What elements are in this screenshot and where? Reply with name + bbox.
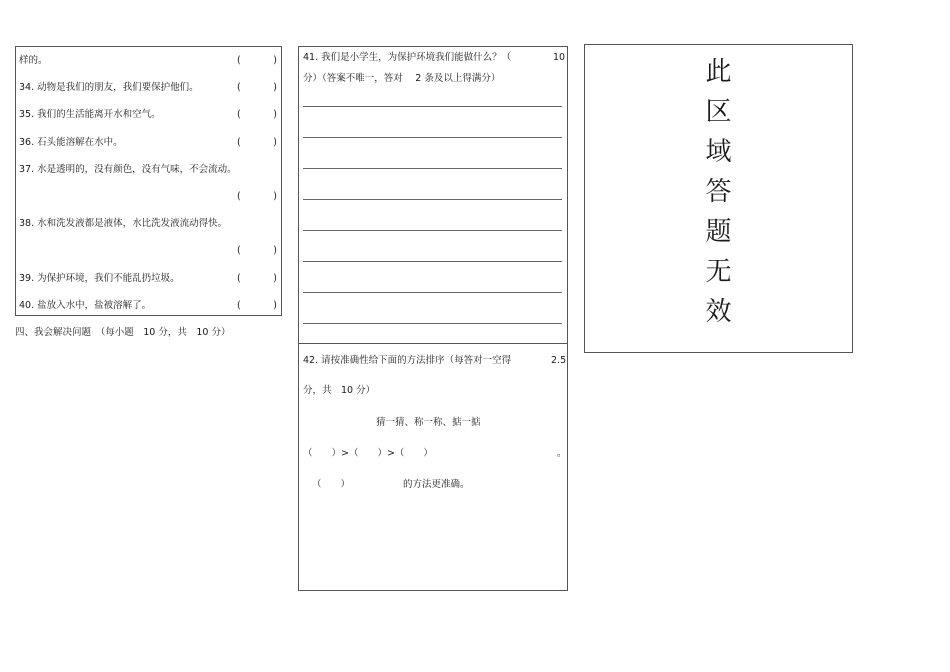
- q41-prompt: 41. 我们是小学生，为保护环境我们能做什么？（: [303, 52, 512, 63]
- paren-open: (: [237, 55, 241, 66]
- q41-points: 10: [553, 52, 566, 63]
- section-four-heading: 四、我会解决问题 （每小题 10 分，共 10 分）: [15, 327, 231, 338]
- q42-conclusion: 的方法更准确。: [403, 479, 470, 490]
- paren-close: ): [273, 273, 277, 284]
- invalid-area-char: 区: [705, 97, 732, 127]
- q41-scoring-note: 分）（答案不唯一，答对 2 条及以上得满分）: [303, 73, 501, 84]
- invalid-area-char: 此: [705, 57, 732, 87]
- paren-close: ): [273, 300, 277, 311]
- q41-answer-line[interactable]: [303, 137, 562, 138]
- paren-close: ): [273, 55, 277, 66]
- answer-column-divider: [298, 343, 568, 344]
- judgement-question-text: 39. 为保护环境，我们不能乱扔垃圾。: [19, 273, 180, 284]
- judgement-question-text: 34. 动物是我们的朋友，我们要保护他们。: [19, 82, 199, 93]
- paren-open: (: [237, 82, 241, 93]
- paren-open: (: [237, 137, 241, 148]
- paren-close: ): [273, 82, 277, 93]
- q41-answer-line[interactable]: [303, 292, 562, 293]
- answer-column-box: [298, 46, 568, 591]
- q42-order-blanks[interactable]: （ ）>（ ）>（ ）: [303, 448, 433, 459]
- judgement-question-text: 37. 水是透明的，没有颜色，没有气味，不会流动。: [19, 164, 237, 175]
- paren-open: (: [237, 245, 241, 256]
- q42-scoring-note: 分，共 10 分）: [303, 385, 376, 396]
- paren-close: ): [273, 137, 277, 148]
- q41-answer-line[interactable]: [303, 106, 562, 107]
- invalid-area-notice: [585, 45, 852, 352]
- paren-close: ): [273, 109, 277, 120]
- judgement-question-text: 36. 石头能溶解在水中。: [19, 137, 123, 148]
- q42-order-period: 。: [557, 448, 567, 459]
- invalid-area-char: 效: [705, 297, 732, 327]
- q41-answer-line[interactable]: [303, 261, 562, 262]
- q41-answer-line[interactable]: [303, 168, 562, 169]
- judgement-question-text: 38. 水和洗发液都是液体，水比洗发液流动得快。: [19, 218, 228, 229]
- invalid-area-char: 题: [705, 217, 732, 247]
- paren-open: (: [237, 273, 241, 284]
- judgement-question-text: 35. 我们的生活能离开水和空气。: [19, 109, 161, 120]
- invalid-area-char: 域: [705, 137, 732, 167]
- paren-open: (: [237, 300, 241, 311]
- q41-answer-line[interactable]: [303, 323, 562, 324]
- q41-answer-line[interactable]: [303, 199, 562, 200]
- judgement-question-text: 样的。: [19, 55, 48, 66]
- judgement-question-text: 40. 盐放入水中，盐被溶解了。: [19, 300, 152, 311]
- q42-prompt: 42. 请按准确性给下面的方法排序（每答对一空得: [303, 355, 512, 366]
- q42-points: 2.5: [551, 355, 567, 366]
- q41-answer-line[interactable]: [303, 230, 562, 231]
- invalid-area-char: 无: [705, 257, 732, 287]
- paren-open: (: [237, 109, 241, 120]
- paren-open: (: [237, 191, 241, 202]
- q42-method-list: 猜一猜、称一称、掂一掂: [376, 417, 481, 428]
- invalid-area-char: 答: [705, 177, 732, 207]
- paren-close: ): [273, 245, 277, 256]
- q42-answer-blank[interactable]: （ ）: [312, 479, 351, 490]
- invalid-answer-area: [584, 44, 853, 353]
- paren-close: ): [273, 191, 277, 202]
